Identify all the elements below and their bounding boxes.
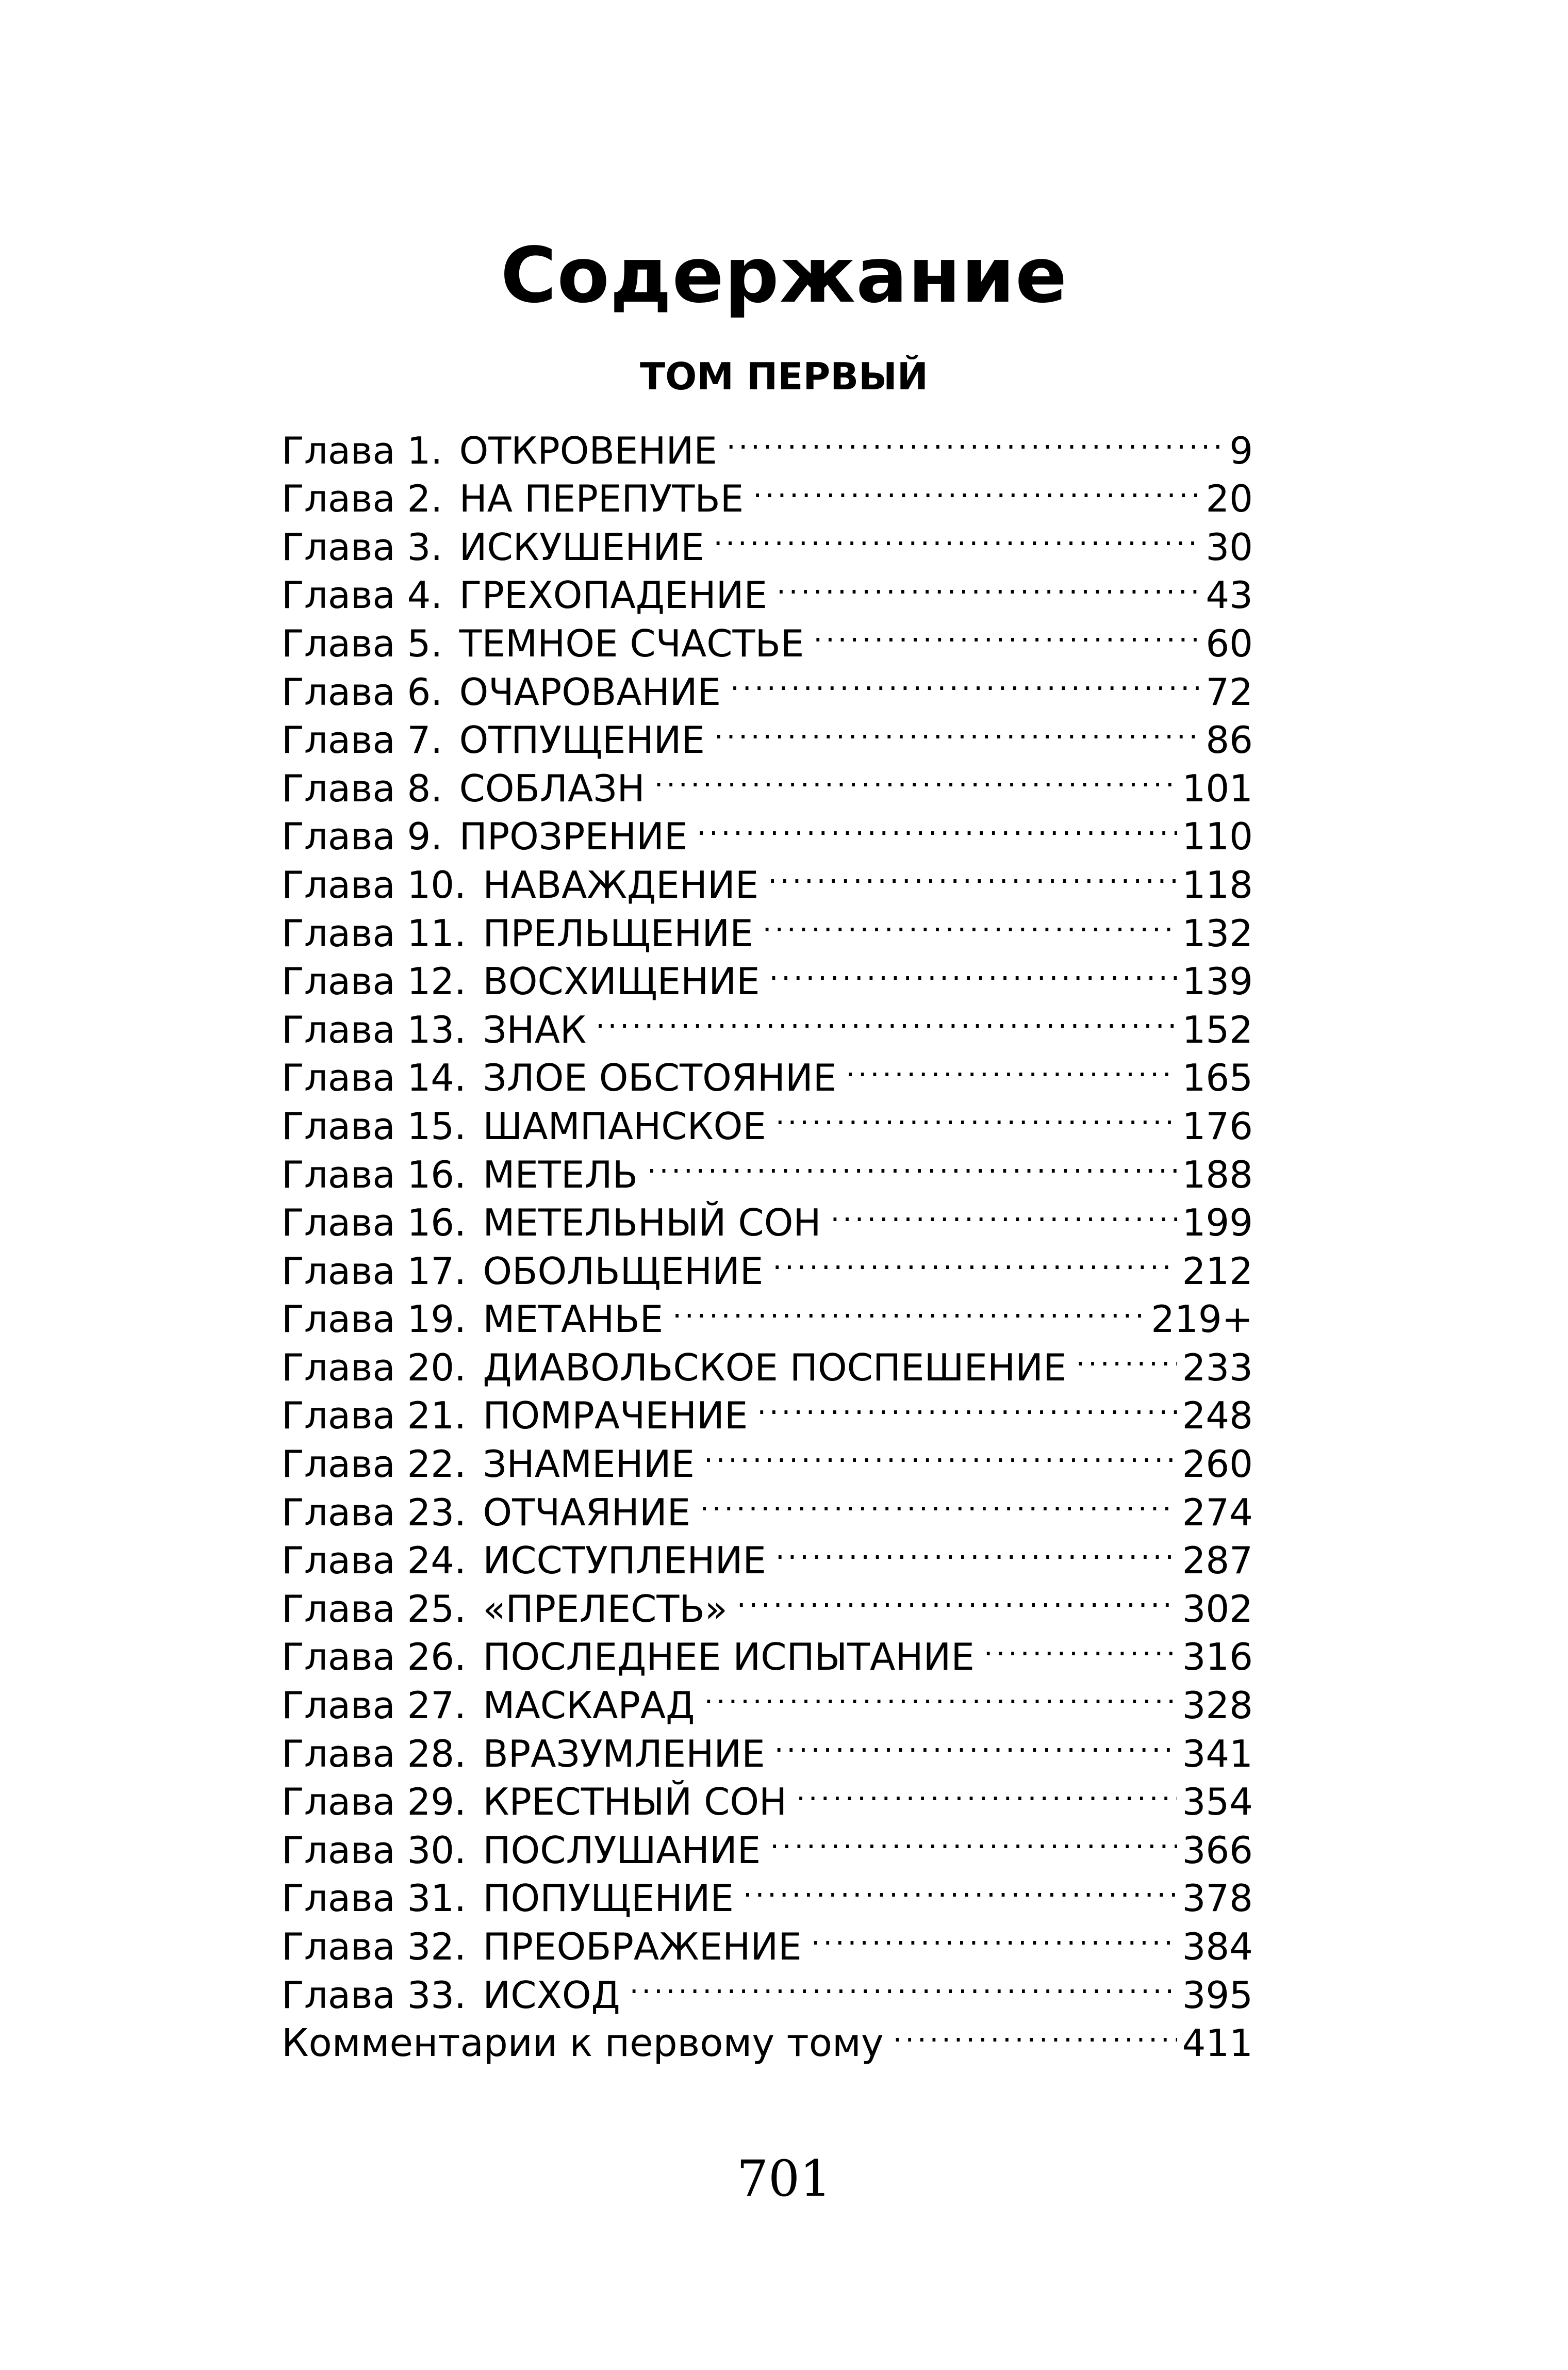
toc-entry-title: ИСКУШЕНИЕ	[459, 525, 704, 569]
toc-entry-label: Глава 9.	[282, 815, 443, 859]
toc-dot-leader	[772, 1236, 1177, 1284]
toc-entry-label: Глава 28.	[282, 1732, 466, 1775]
toc-entry-title: НА ПЕРЕПУТЬЕ	[459, 477, 744, 521]
toc-entry-title: МЕТЕЛЬ	[483, 1153, 638, 1196]
toc-entry-title: ЗНАК	[483, 1008, 587, 1051]
toc-entry-title: ОЧАРОВАНИЕ	[459, 670, 721, 714]
toc-dot-leader	[704, 1428, 1177, 1477]
toc-entry-page: 316	[1182, 1635, 1253, 1679]
toc-entry-page: 199	[1182, 1201, 1253, 1245]
toc-entry-page: 43	[1206, 573, 1253, 617]
toc-entry-label: Глава 31.	[282, 1877, 466, 1920]
toc-entry-title: ИССТУПЛЕНИЕ	[483, 1539, 766, 1583]
toc-dot-leader	[743, 1863, 1177, 1912]
toc-dot-leader	[700, 1477, 1177, 1525]
toc-entry-label: Глава 23.	[282, 1490, 466, 1534]
toc-dot-leader	[757, 1380, 1177, 1429]
toc-dot-leader	[796, 1767, 1177, 1815]
toc-entry-label: Глава 20.	[282, 1345, 466, 1389]
toc-dot-leader	[647, 1139, 1177, 1188]
page-title: Содержание	[500, 231, 1068, 320]
toc-dot-leader	[727, 415, 1224, 464]
toc-entry-title: ПОСЛУШАНИЕ	[483, 1828, 761, 1872]
toc-dot-leader	[846, 1043, 1177, 1091]
toc-dot-leader	[774, 1718, 1177, 1767]
toc-entry-page: 165	[1182, 1056, 1253, 1100]
toc-entry-title: ПОСЛЕДНЕЕ ИСПЫТАНИЕ	[483, 1635, 975, 1679]
toc-entry-label: Глава 30.	[282, 1828, 466, 1872]
toc-entry-page: 328	[1182, 1684, 1253, 1727]
toc-dot-leader	[768, 849, 1177, 898]
toc-entry-page: 152	[1182, 1008, 1253, 1051]
toc-dot-leader	[763, 898, 1177, 946]
toc-entry-label: Глава 7.	[282, 718, 443, 762]
toc-entry-page: 139	[1182, 960, 1253, 1003]
toc-dot-leader	[893, 2008, 1177, 2056]
toc-entry-page: 395	[1182, 1973, 1253, 2017]
toc-entry-label: Глава 13.	[282, 1008, 466, 1051]
toc-entry-page: 248	[1182, 1394, 1253, 1438]
toc-entry-label: Глава 17.	[282, 1249, 466, 1293]
toc-dot-leader	[714, 705, 1200, 753]
toc-entry-label: Глава 10.	[282, 863, 466, 907]
toc-dot-leader	[704, 1670, 1177, 1718]
table-of-contents	[282, 415, 1253, 2066]
toc-entry-page: 233	[1182, 1345, 1253, 1389]
toc-entry-title: ВОСХИЩЕНИЕ	[483, 960, 760, 1003]
toc-entry-title: НАВАЖДЕНИЕ	[483, 863, 759, 907]
toc-entry-title: ОТПУЩЕНИЕ	[459, 718, 705, 762]
toc-dot-leader	[697, 801, 1177, 850]
toc-entry-label: Глава 16.	[282, 1153, 466, 1196]
toc-entry-label: Глава 14.	[282, 1056, 466, 1100]
toc-entry-title: ШАМПАНСКОЕ	[483, 1104, 766, 1148]
toc-entry-label: Глава 26.	[282, 1635, 466, 1679]
toc-dot-leader	[1076, 1332, 1177, 1380]
toc-entry-page: 354	[1182, 1780, 1253, 1824]
toc-entry-title: ДИАВОЛЬСКОЕ ПОСПЕШЕНИЕ	[483, 1345, 1067, 1389]
toc-entry-page: 132	[1182, 911, 1253, 955]
toc-entry-label: Глава 19.	[282, 1297, 466, 1341]
toc-entry-page: 274	[1182, 1490, 1253, 1534]
toc-entry-page: 341	[1182, 1732, 1253, 1775]
toc-entry-label: Глава 22.	[282, 1442, 466, 1486]
toc-entry	[282, 415, 1253, 472]
toc-dot-leader	[831, 1188, 1177, 1236]
toc-entry-page: 366	[1182, 1828, 1253, 1872]
toc-entry-title: ГРЕХОПАДЕНИЕ	[459, 573, 768, 617]
toc-dot-leader	[769, 946, 1177, 995]
toc-dot-leader	[777, 560, 1200, 608]
toc-entry-label: Глава 2.	[282, 477, 443, 521]
toc-dot-leader	[753, 464, 1200, 512]
page-number: 701	[736, 2150, 832, 2208]
toc-entry-title: ОТКРОВЕНИЕ	[459, 429, 717, 472]
toc-entry-label: Глава 11.	[282, 911, 466, 955]
toc-entry-label: Глава 16.	[282, 1201, 466, 1245]
toc-entry-title: ПОПУЩЕНИЕ	[483, 1877, 734, 1920]
toc-dot-leader	[654, 753, 1177, 801]
toc-entry-label: Глава 5.	[282, 621, 443, 665]
toc-entry-label: Комментарии к первому тому	[282, 2021, 884, 2066]
toc-entry-title: ПОМРАЧЕНИЕ	[483, 1394, 748, 1438]
toc-entry-title: КРЕСТНЫЙ СОН	[483, 1780, 787, 1824]
toc-entry-label: Глава 29.	[282, 1780, 466, 1824]
toc-entry-label: Глава 8.	[282, 766, 443, 810]
toc-entry-page: 176	[1182, 1104, 1253, 1148]
toc-entry-title: ПРОЗРЕНИЕ	[459, 815, 688, 859]
toc-entry-page: 260	[1182, 1442, 1253, 1486]
toc-entry-label: Глава 6.	[282, 670, 443, 714]
volume-heading: ТОМ ПЕРВЫЙ	[640, 354, 928, 398]
toc-entry-page: 384	[1182, 1925, 1253, 1968]
toc-entry-title: МЕТАНЬЕ	[483, 1297, 664, 1341]
toc-entry-title: ЗЛОЕ ОБСТОЯНИЕ	[483, 1056, 837, 1100]
toc-entry-page: 72	[1206, 670, 1253, 714]
toc-dot-leader	[730, 656, 1200, 705]
toc-entry-page: 411	[1182, 2021, 1253, 2065]
toc-dot-leader	[596, 994, 1177, 1043]
toc-entry-title: ОБОЛЬЩЕНИЕ	[483, 1249, 764, 1293]
toc-dot-leader	[770, 1815, 1177, 1863]
toc-entry-title: ВРАЗУМЛЕНИЕ	[483, 1732, 765, 1775]
toc-entry-page: 188	[1182, 1153, 1253, 1196]
toc-entry-label: Глава 24.	[282, 1539, 466, 1583]
toc-entry-label: Глава 27.	[282, 1684, 466, 1727]
toc-entry-page: 118	[1182, 863, 1253, 907]
toc-entry-label: Глава 32.	[282, 1925, 466, 1968]
toc-entry-title: ТЕМНОЕ СЧАСТЬЕ	[459, 621, 804, 665]
toc-entry-title: ИСХОД	[483, 1973, 620, 2017]
toc-entry-page: 110	[1182, 815, 1253, 859]
toc-entry-page: 378	[1182, 1877, 1253, 1920]
toc-dot-leader	[737, 1573, 1177, 1622]
toc-dot-leader	[672, 1284, 1146, 1332]
toc-dot-leader	[714, 512, 1201, 560]
toc-entry-page: 20	[1206, 477, 1253, 521]
toc-entry-page: 287	[1182, 1539, 1253, 1583]
toc-entry-label: Глава 4.	[282, 573, 443, 617]
toc-entry-label: Глава 25.	[282, 1587, 466, 1631]
toc-entry-label: Глава 21.	[282, 1394, 466, 1438]
toc-entry-page: 101	[1182, 766, 1253, 810]
toc-entry-page: 86	[1206, 718, 1253, 762]
toc-entry-label: Глава 1.	[282, 429, 443, 472]
toc-dot-leader	[775, 1525, 1177, 1574]
toc-entry-page: 60	[1206, 621, 1253, 665]
toc-entry-label: Глава 3.	[282, 525, 443, 569]
toc-entry-page: 212	[1182, 1249, 1253, 1293]
toc-entry-title: МАСКАРАД	[483, 1684, 695, 1727]
toc-entry-title: «ПРЕЛЕСТЬ»	[483, 1587, 728, 1631]
toc-entry-label: Глава 33.	[282, 1973, 466, 2017]
toc-entry-title: СОБЛАЗН	[459, 766, 645, 810]
toc-dot-leader	[630, 1960, 1177, 2008]
toc-dot-leader	[775, 1091, 1177, 1139]
toc-entry-title: ОТЧАЯНИЕ	[483, 1490, 691, 1534]
toc-entry-title: ПРЕЛЬЩЕНИЕ	[483, 911, 753, 955]
toc-entry-page: 302	[1182, 1587, 1253, 1631]
toc-entry-label: Глава 15.	[282, 1104, 466, 1148]
toc-dot-leader	[813, 608, 1200, 656]
toc-dot-leader	[984, 1622, 1177, 1670]
toc-entry-page: 9	[1229, 429, 1253, 472]
toc-entry-title: ПРЕОБРАЖЕНИЕ	[483, 1925, 802, 1968]
toc-entry-title: МЕТЕЛЬНЫЙ СОН	[483, 1201, 821, 1245]
toc-dot-leader	[811, 1911, 1177, 1960]
toc-entry-title: ЗНАМЕНИЕ	[483, 1442, 695, 1486]
toc-entry-page: 30	[1206, 525, 1253, 569]
toc-entry-label: Глава 12.	[282, 960, 466, 1003]
toc-entry-page: 219+	[1151, 1297, 1253, 1341]
